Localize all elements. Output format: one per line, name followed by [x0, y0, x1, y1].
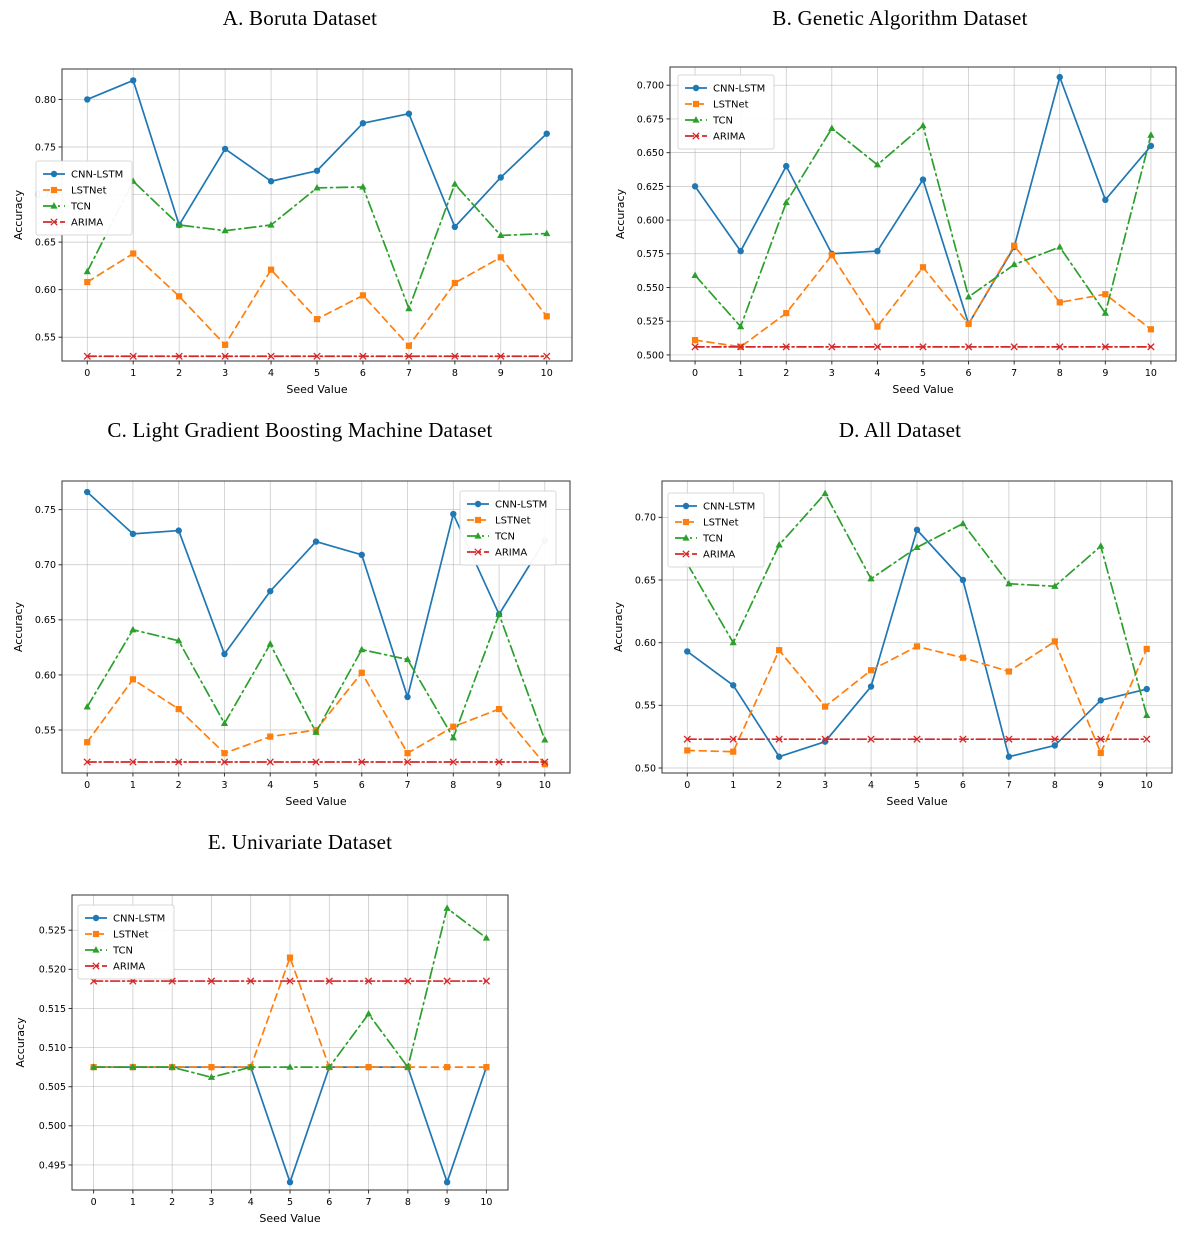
series-marker — [783, 310, 789, 316]
series-marker — [1006, 668, 1012, 674]
x-tick-label: 2 — [175, 780, 182, 791]
x-tick-label: 3 — [822, 780, 829, 791]
y-tick-label: 0.520 — [38, 964, 66, 976]
x-tick-label: 5 — [312, 780, 320, 791]
series-marker — [267, 588, 273, 594]
y-tick-label: 0.75 — [34, 505, 56, 517]
x-axis-label: Seed Value — [892, 383, 954, 396]
series-marker — [287, 954, 293, 960]
series-marker — [84, 739, 90, 745]
series-marker — [130, 676, 136, 682]
y-axis-label: Accuracy — [612, 601, 625, 653]
y-tick-label: 0.500 — [38, 1121, 66, 1133]
y-tick-label: 0.625 — [636, 181, 664, 193]
series-marker — [84, 268, 91, 275]
series-marker — [498, 254, 504, 260]
y-tick-label: 0.505 — [38, 1082, 66, 1094]
x-tick-label: 5 — [919, 368, 927, 379]
chart-svg-b — [600, 31, 1200, 401]
series-marker — [451, 180, 458, 187]
series-marker — [544, 313, 550, 319]
series-marker — [959, 520, 966, 527]
series-marker — [737, 248, 743, 254]
x-tick-label: 10 — [480, 1197, 493, 1208]
series-marker — [1098, 750, 1104, 756]
x-tick-label: 10 — [1144, 368, 1157, 379]
panel-genetic-algorithm — [600, 0, 1200, 404]
x-tick-label: 4 — [868, 780, 875, 791]
series-marker — [692, 183, 698, 189]
panel-boruta — [0, 0, 600, 404]
x-tick-label: 9 — [497, 368, 504, 379]
panel-all-dataset — [600, 412, 1200, 816]
series-marker — [360, 292, 366, 298]
y-tick-label: 0.700 — [636, 80, 664, 92]
series-marker — [874, 324, 880, 330]
legend-item-label: CNN-LSTM — [713, 83, 766, 95]
y-axis-label: Accuracy — [12, 189, 25, 241]
y-tick-label: 0.75 — [34, 142, 56, 154]
x-tick-label: 6 — [326, 1197, 333, 1208]
series-marker — [130, 531, 136, 537]
x-tick-label: 6 — [358, 780, 365, 791]
series-marker — [129, 626, 136, 633]
series-marker — [84, 96, 90, 102]
panel-lightgbm — [0, 412, 600, 816]
x-tick-label: 0 — [84, 780, 91, 791]
y-tick-label: 0.510 — [38, 1042, 66, 1054]
series-marker — [406, 111, 412, 117]
legend-item-label: CNN-LSTM — [71, 169, 124, 181]
x-tick-label: 2 — [776, 780, 783, 791]
series-marker — [444, 904, 451, 911]
legend-item-label: LSTNet — [713, 99, 749, 111]
x-tick-label: 4 — [247, 1197, 254, 1208]
panel-univariate — [0, 824, 600, 1233]
series-marker — [268, 267, 274, 273]
y-tick-label: 0.60 — [34, 670, 56, 682]
chart-legend — [36, 161, 132, 235]
series-marker — [176, 706, 182, 712]
series-marker — [84, 279, 90, 285]
series-marker — [828, 124, 835, 131]
series-marker — [1144, 686, 1150, 692]
series-marker — [1102, 291, 1108, 297]
series-marker — [221, 750, 227, 756]
series-marker — [444, 1179, 450, 1185]
legend-item-label: ARIMA — [713, 131, 746, 143]
y-tick-label: 0.50 — [634, 763, 656, 775]
x-tick-label: 3 — [222, 368, 229, 379]
series-marker — [359, 670, 365, 676]
x-tick-label: 10 — [540, 368, 553, 379]
x-tick-label: 0 — [684, 780, 691, 791]
series-marker — [730, 749, 736, 755]
x-tick-label: 9 — [1102, 368, 1109, 379]
series-marker — [1147, 131, 1154, 138]
series-marker — [1057, 299, 1063, 305]
y-tick-label: 0.515 — [38, 1003, 66, 1015]
series-marker — [691, 271, 698, 278]
chart-legend — [78, 905, 174, 979]
series-marker — [268, 178, 274, 184]
x-tick-label: 1 — [129, 1197, 136, 1208]
series-marker — [960, 655, 966, 661]
series-marker — [965, 293, 972, 300]
series-marker — [730, 682, 736, 688]
x-tick-label: 7 — [404, 780, 411, 791]
y-tick-label: 0.70 — [634, 512, 656, 524]
series-marker — [208, 1064, 214, 1070]
x-axis-label: Seed Value — [286, 383, 348, 396]
x-tick-label: 4 — [267, 780, 274, 791]
y-tick-label: 0.550 — [636, 282, 664, 294]
panel-title-d: D. All Dataset — [838, 418, 962, 442]
y-tick-label: 0.80 — [34, 94, 56, 106]
x-tick-label: 10 — [538, 780, 551, 791]
series-marker — [176, 527, 182, 533]
y-tick-label: 0.70 — [34, 560, 56, 572]
y-tick-label: 0.55 — [34, 332, 56, 344]
chart-legend — [460, 491, 556, 565]
legend-item-label: ARIMA — [113, 961, 146, 973]
series-marker — [498, 174, 504, 180]
x-axis-label: Seed Value — [886, 795, 948, 808]
x-tick-label: 7 — [1005, 780, 1012, 791]
legend-item-label: TCN — [495, 531, 515, 543]
x-tick-label: 7 — [365, 1197, 372, 1208]
x-tick-label: 0 — [84, 368, 91, 379]
y-tick-label: 0.600 — [636, 215, 664, 227]
series-marker — [541, 736, 548, 743]
y-axis-label: Accuracy — [12, 601, 25, 653]
y-tick-label: 0.650 — [636, 148, 664, 160]
legend-item-label: TCN — [703, 533, 723, 545]
y-tick-label: 0.55 — [634, 700, 656, 712]
series-marker — [914, 643, 920, 649]
x-tick-label: 4 — [874, 368, 881, 379]
y-tick-label: 0.495 — [38, 1160, 66, 1172]
legend-item-label: TCN — [71, 201, 91, 213]
series-marker — [359, 552, 365, 558]
x-tick-label: 0 — [692, 368, 699, 379]
y-tick-label: 0.575 — [636, 249, 664, 261]
series-marker — [822, 490, 829, 497]
y-axis-label: Accuracy — [614, 188, 627, 240]
chart-svg-d — [600, 443, 1200, 813]
x-tick-label: 9 — [1097, 780, 1104, 791]
panel-title-e: E. Univariate Dataset — [207, 830, 393, 854]
legend-item-label: ARIMA — [71, 217, 104, 229]
x-tick-label: 3 — [221, 780, 228, 791]
y-tick-label: 0.65 — [34, 237, 56, 249]
chart-svg-c — [0, 443, 600, 813]
series-marker — [221, 651, 227, 657]
series-marker — [1052, 638, 1058, 644]
chart-svg-a — [0, 31, 600, 401]
series-marker — [1052, 742, 1058, 748]
x-tick-label: 9 — [496, 780, 503, 791]
legend-item-label: TCN — [713, 115, 733, 127]
series-marker — [406, 343, 412, 349]
series-marker — [914, 527, 920, 533]
series-marker — [920, 264, 926, 270]
x-tick-label: 9 — [444, 1197, 451, 1208]
series-marker — [1056, 243, 1063, 250]
y-tick-label: 0.525 — [636, 316, 664, 328]
x-tick-label: 8 — [450, 780, 457, 791]
x-tick-label: 1 — [730, 780, 737, 791]
x-tick-label: 2 — [783, 368, 790, 379]
series-marker — [692, 337, 698, 343]
series-marker — [222, 342, 228, 348]
panel-title-a: A. Boruta Dataset — [222, 6, 378, 30]
series-marker — [684, 747, 690, 753]
series-marker — [960, 577, 966, 583]
series-marker — [874, 248, 880, 254]
x-axis-label: Seed Value — [285, 795, 347, 808]
legend-item-label: LSTNet — [71, 185, 107, 197]
series-marker — [130, 77, 136, 83]
x-tick-label: 5 — [313, 368, 321, 379]
x-tick-label: 7 — [1011, 368, 1018, 379]
legend-item-label: LSTNet — [703, 517, 739, 529]
chart-boruta — [0, 31, 600, 401]
chart-all-dataset — [600, 443, 1200, 813]
chart-univariate — [0, 855, 600, 1230]
series-marker — [684, 648, 690, 654]
series-marker — [452, 224, 458, 230]
chart-svg-e — [0, 855, 600, 1230]
series-marker — [1011, 243, 1017, 249]
chart-genetic-algorithm — [600, 31, 1200, 401]
y-tick-label: 0.500 — [636, 350, 664, 362]
series-marker — [496, 706, 502, 712]
series-marker — [1148, 326, 1154, 332]
x-tick-label: 8 — [1056, 368, 1063, 379]
x-tick-label: 8 — [404, 1197, 411, 1208]
legend-item-label: LSTNet — [495, 515, 531, 527]
series-marker — [1143, 711, 1150, 718]
series-marker — [450, 511, 456, 517]
y-tick-label: 0.65 — [634, 575, 656, 587]
legend-item-label: LSTNet — [113, 929, 149, 941]
series-marker — [483, 1064, 489, 1070]
panel-title-b: B. Genetic Algorithm Dataset — [772, 6, 1028, 30]
series-marker — [450, 734, 457, 741]
x-tick-label: 8 — [1051, 780, 1058, 791]
series-marker — [776, 754, 782, 760]
series-marker — [868, 683, 874, 689]
x-tick-label: 2 — [169, 1197, 176, 1208]
x-tick-label: 10 — [1140, 780, 1153, 791]
x-tick-label: 1 — [130, 368, 137, 379]
legend-item-label: CNN-LSTM — [113, 913, 166, 925]
series-marker — [360, 120, 366, 126]
series-marker — [365, 1010, 372, 1017]
legend-item-label: ARIMA — [703, 549, 736, 561]
legend-item-label: CNN-LSTM — [495, 499, 548, 511]
series-marker — [176, 293, 182, 299]
series-marker — [314, 168, 320, 174]
series-marker — [1144, 646, 1150, 652]
legend-item-label: ARIMA — [495, 547, 528, 559]
series-marker — [404, 750, 410, 756]
x-tick-label: 5 — [913, 780, 921, 791]
series-marker — [1006, 754, 1012, 760]
series-marker — [84, 489, 90, 495]
legend-item-label: CNN-LSTM — [703, 501, 756, 513]
series-marker — [358, 646, 365, 653]
series-marker — [452, 280, 458, 286]
series-marker — [450, 724, 456, 730]
x-axis-label: Seed Value — [259, 1212, 321, 1225]
x-tick-label: 1 — [737, 368, 744, 379]
x-tick-label: 5 — [286, 1197, 294, 1208]
x-tick-label: 3 — [828, 368, 835, 379]
y-tick-label: 0.60 — [634, 638, 656, 650]
series-marker — [313, 538, 319, 544]
x-tick-label: 1 — [129, 780, 136, 791]
y-tick-label: 0.525 — [38, 925, 66, 937]
series-marker — [965, 321, 971, 327]
x-tick-label: 0 — [90, 1197, 97, 1208]
series-marker — [365, 1064, 371, 1070]
series-marker — [287, 1179, 293, 1185]
series-marker — [1098, 697, 1104, 703]
x-tick-label: 7 — [405, 368, 412, 379]
chart-legend — [678, 75, 774, 149]
y-tick-label: 0.65 — [34, 615, 56, 627]
x-tick-label: 6 — [965, 368, 972, 379]
series-marker — [776, 647, 782, 653]
series-marker — [868, 667, 874, 673]
series-marker — [222, 146, 228, 152]
series-marker — [829, 252, 835, 258]
series-marker — [1097, 542, 1104, 549]
chart-lightgbm — [0, 443, 600, 813]
x-tick-label: 3 — [208, 1197, 215, 1208]
x-tick-label: 2 — [176, 368, 183, 379]
series-marker — [267, 640, 274, 647]
series-marker — [130, 250, 136, 256]
series-marker — [483, 934, 490, 941]
series-marker — [919, 122, 926, 129]
series-marker — [783, 163, 789, 169]
series-marker — [314, 316, 320, 322]
x-tick-label: 4 — [268, 368, 275, 379]
series-marker — [920, 176, 926, 182]
series-marker — [1102, 197, 1108, 203]
legend-item-label: TCN — [113, 945, 133, 957]
series-marker — [822, 703, 828, 709]
series-marker — [405, 305, 412, 312]
x-tick-label: 6 — [959, 780, 966, 791]
series-marker — [404, 694, 410, 700]
series-marker — [1057, 74, 1063, 80]
y-tick-label: 0.55 — [34, 725, 56, 737]
series-marker — [1011, 261, 1018, 268]
series-marker — [444, 1064, 450, 1070]
x-tick-label: 8 — [451, 368, 458, 379]
y-tick-label: 0.675 — [636, 114, 664, 126]
y-tick-label: 0.60 — [34, 285, 56, 297]
panel-title-c: C. Light Gradient Boosting Machine Dataset — [107, 418, 493, 442]
series-marker — [267, 734, 273, 740]
chart-legend — [668, 493, 764, 567]
x-tick-label: 6 — [359, 368, 366, 379]
series-marker — [544, 130, 550, 136]
y-axis-label: Accuracy — [14, 1017, 27, 1068]
